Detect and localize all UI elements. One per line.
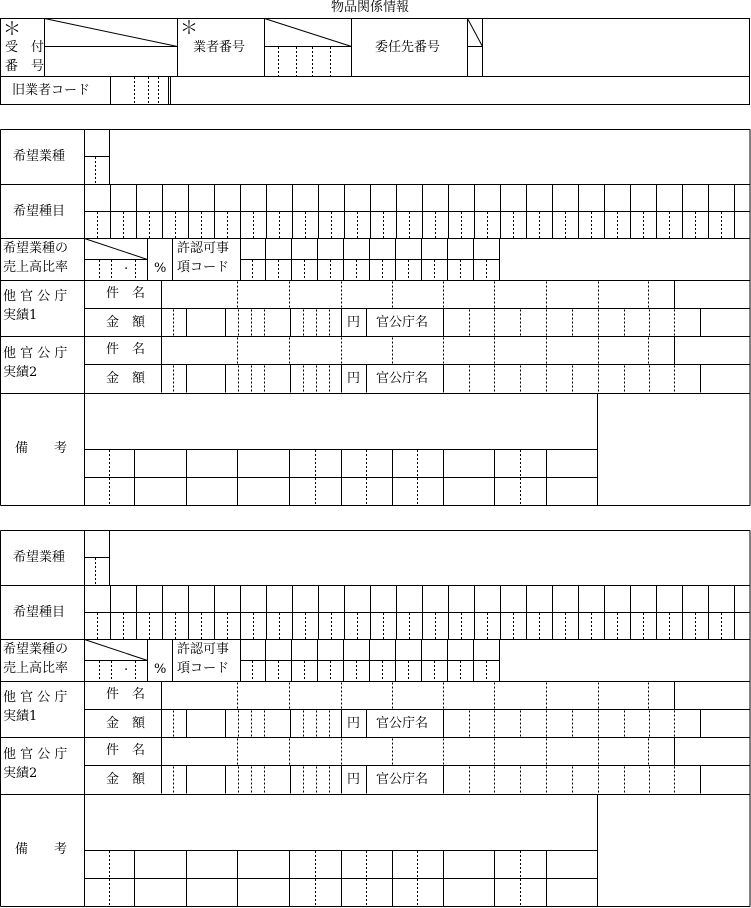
permit-code-label-2: 項コード — [177, 661, 230, 676]
record1-amount-label: 金 額 — [106, 716, 146, 731]
desired-items-label: 希望種目 — [13, 204, 66, 219]
record1-label-1: 他 官 公 庁 — [3, 289, 68, 304]
record2-case-name-label: 件 名 — [106, 342, 146, 357]
entry-section-2 — [0, 530, 751, 908]
delegate-no-label: 委任先番号 — [375, 40, 441, 55]
form-title: 物品関係情報 — [331, 0, 410, 15]
required-mark-vendor: ＊ — [180, 18, 198, 39]
record1-agency-name-label: 官公庁名 — [376, 315, 429, 330]
percent-sign: % — [154, 261, 167, 276]
record1-case-name-label: 件 名 — [106, 286, 146, 301]
record2-label-1: 他 官 公 庁 — [3, 346, 68, 361]
record1-amount-label: 金 額 — [106, 315, 146, 330]
record1-label-2: 実績1 — [3, 709, 38, 724]
record2-amount-label: 金 額 — [106, 772, 146, 787]
decimal-point: . — [124, 659, 129, 674]
vendor-no-field[interactable] — [266, 48, 350, 75]
record2-case-name-label: 件 名 — [106, 743, 146, 758]
desired-category-label: 希望業種 — [13, 149, 66, 164]
record2-label-2: 実績2 — [3, 766, 38, 781]
sales-ratio-label-1: 希望業種の — [3, 642, 69, 657]
entry-section-1 — [0, 129, 751, 507]
record2-yen-label: 円 — [347, 371, 361, 386]
record2-amount-label: 金 額 — [106, 371, 146, 386]
permit-code-label-1: 許認可事 — [177, 642, 230, 657]
record1-label-2: 実績1 — [3, 308, 38, 323]
required-mark-reception: ＊ — [3, 19, 21, 40]
desired-category-label: 希望業種 — [13, 550, 66, 565]
record1-case-name-label: 件 名 — [106, 687, 146, 702]
sales-ratio-label-1: 希望業種の — [3, 241, 69, 256]
record1-label-1: 他 官 公 庁 — [3, 690, 68, 705]
record2-yen-label: 円 — [347, 772, 361, 787]
percent-sign: % — [154, 662, 167, 677]
delegate-no-field[interactable] — [484, 20, 749, 75]
sales-ratio-label-2: 売上高比率 — [3, 260, 69, 275]
record2-label-2: 実績2 — [3, 365, 38, 380]
old-vendor-code-field[interactable] — [111, 78, 168, 104]
remarks-label: 備 考 — [15, 441, 68, 456]
record1-yen-label: 円 — [347, 315, 361, 330]
record2-agency-name-label: 官公庁名 — [376, 371, 429, 386]
sales-ratio-label-2: 売上高比率 — [3, 661, 69, 676]
record2-agency-name-label: 官公庁名 — [376, 772, 429, 787]
old-vendor-code-label: 旧業者コード — [12, 83, 91, 98]
reception-no-label-1: 受 付 — [5, 40, 45, 55]
record2-label-1: 他 官 公 庁 — [3, 747, 68, 762]
remarks-label: 備 考 — [15, 842, 68, 857]
permit-code-label-1: 許認可事 — [177, 241, 230, 256]
permit-code-label-2: 項コード — [177, 260, 230, 275]
reception-no-label-2: 番 号 — [5, 59, 45, 74]
decimal-point: . — [124, 258, 129, 273]
record1-yen-label: 円 — [347, 716, 361, 731]
reception-no-field[interactable] — [46, 48, 176, 75]
desired-items-label: 希望種目 — [13, 605, 66, 620]
record1-agency-name-label: 官公庁名 — [376, 716, 429, 731]
vendor-no-label: 業者番号 — [193, 40, 246, 55]
